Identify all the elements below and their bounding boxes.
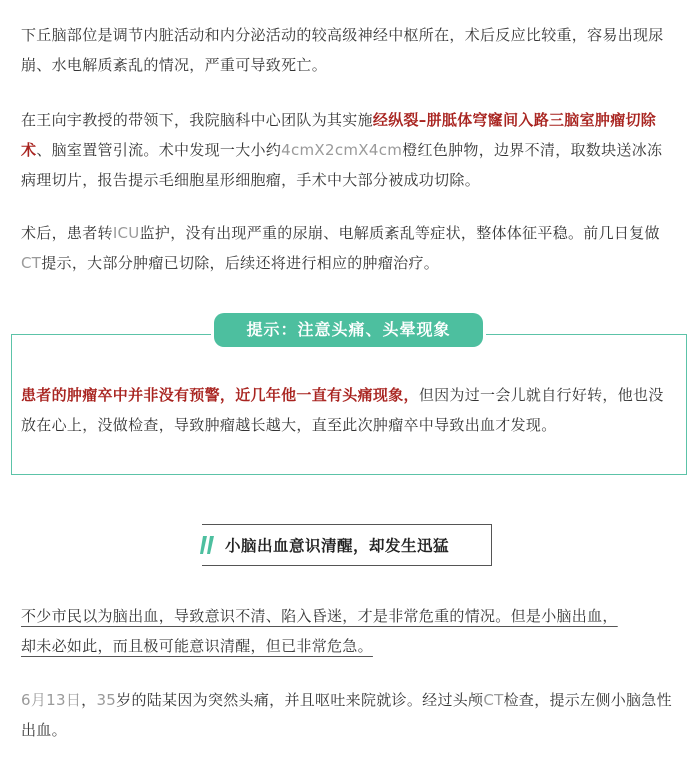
ct-term: CT <box>21 254 42 272</box>
text-segment: 但因为过一会儿就自行好转，他也没放在心上，没做检查，导致肿瘤越长越大，直至此次肿瘤卒中导致出血才发现。 <box>21 386 664 434</box>
double-quote-icon <box>193 525 219 565</box>
paragraph-cerebellar <box>21 601 677 661</box>
paragraph-case <box>21 685 677 745</box>
text-segment: 术后，患者转 <box>21 224 113 242</box>
paragraph-text: 下丘脑部位是调节内脏活动和内分泌活动的较高级神经中枢所在，术后反应比较重，容易出现尿崩、水电解质紊乱的情况，严重可导致死亡。 <box>21 26 664 74</box>
underlined-line: 不少市民以为脑出血，导致意识不清、陷入昏迷，才是非常危重的情况。但是小脑出血， <box>21 607 618 625</box>
icu-term: ICU <box>112 224 140 242</box>
text-segment: 在王向宇教授的带领下，我院脑科中心团队为其实施 <box>21 111 373 129</box>
paragraph-surgery <box>21 105 677 195</box>
text-segment: 提示，大部分肿瘤已切除，后续还将进行相应的肿瘤治疗。 <box>41 254 440 272</box>
text-segment: 、脑室置管引流。术中发现一大小约 <box>36 141 282 159</box>
tip-paragraph <box>21 380 677 440</box>
paragraph-postop <box>21 218 677 278</box>
tip-title: 提示：注意头痛、头晕现象 <box>214 313 483 347</box>
text-segment: 监护，没有出现严重的尿崩、电解质紊乱等症状，整体体征平稳。前几日复做 <box>139 224 660 242</box>
tip-highlight: 患者的肿瘤卒中并非没有预警，近几年他一直有头痛现象， <box>21 386 419 404</box>
paragraph-hypothalamus <box>21 20 677 80</box>
surgery-name-highlight: 经纵裂–胼胝体穹窿间入路三脑室肿瘤切除术 <box>21 111 657 159</box>
underlined-line: 却未必如此，而且极可能意识清醒，但已非常危急。 <box>21 637 373 655</box>
text-segment: 岁的陆某因为突然头痛，并且呕吐来院就诊。经过头颅 <box>116 691 484 709</box>
text-segment: ， <box>81 691 97 709</box>
patient-age: 35 <box>96 691 117 709</box>
tumor-size: 4cmX2cmX4cm <box>281 141 403 159</box>
text-segment: 橙红色肿物，边界不清，取数块送冰冻病理切片，报告提示毛细胞星形细胞瘤，手术中大部分被成功切除。 <box>21 141 663 189</box>
subheading-title: 小脑出血意识清醒，却发生迅猛 <box>225 537 450 555</box>
ct-term: CT <box>483 691 504 709</box>
text-segment: 检查，提示左侧小脑急性出血。 <box>21 691 672 739</box>
case-date: 6月13日 <box>21 691 82 709</box>
subheading-box <box>202 524 492 566</box>
